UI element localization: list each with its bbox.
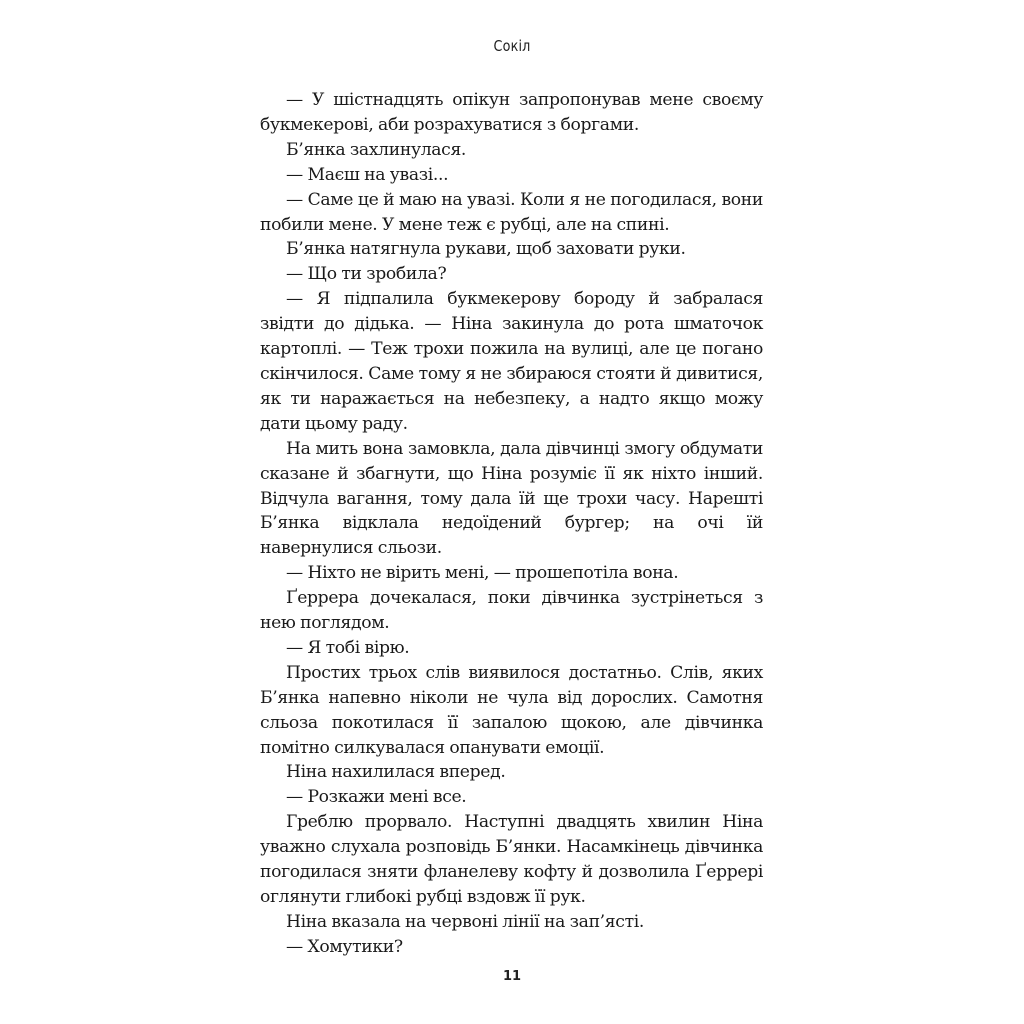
body-text <box>260 88 763 960</box>
paragraph: — Ніхто не вірить мені, — прошепотіла вона. <box>286 563 679 584</box>
paragraph: На мить вона замовкла, дала дівчинці змогу обдумати сказане й збагнути, що Ніна розуміє її як ніхто інший. Відчула вагання, тому дала їй ще трохи часу. Нарешті Б’янка відклала недоїдений бургер; на очі їй навернулися сльози. <box>260 438 763 559</box>
paragraph: — У шістнадцять опікун запропонував мене своєму букмекерові, аби розрахуватися з боргами. <box>260 90 763 135</box>
paragraph: — Маєш на увазі... <box>286 164 449 185</box>
paragraph: Греблю прорвало. Наступні двадцять хвилин Ніна уважно слухала розповідь Б’янки. Насамкінець дівчинка погодилася зняти фланелеву кофту й дозволила Ґеррері оглянути глибокі рубці вздовж її рук. <box>260 812 763 907</box>
paragraph: Б’янка захлинулася. <box>286 139 467 160</box>
paragraph: — Саме це й маю на увазі. Коли я не погодилася, вони побили мене. У мене теж є рубці, але на спині. <box>260 189 763 235</box>
paragraph: — Хомутики? <box>286 936 403 957</box>
paragraph: — Я тобі вірю. <box>286 637 410 658</box>
paragraph: Ніна вказала на червоні лінії на зап’ясті. <box>286 911 644 932</box>
page-number: 11 <box>502 969 522 984</box>
paragraph: — Я підпалила букмекерову бороду й забралася звідти до дідька. — Ніна закинула до рота шматочок картоплі. — Теж трохи пожила на вулиці, але це погано скінчилося. Саме тому я не збираюся стояти й дивитися, як ти наражається на небезпеку, а надто якщо можу дати цьому раду. <box>260 289 763 434</box>
paragraph: Ніна нахилилася вперед. <box>286 762 506 783</box>
running-head: Сокіл <box>493 37 531 55</box>
paragraph: Б’янка натягнула рукави, щоб заховати руки. <box>286 239 686 260</box>
paragraph: Ґеррера дочекалася, поки дівчинка зустрінеться з нею поглядом. <box>260 588 763 634</box>
paragraph: — Розкажи мені все. <box>286 787 467 808</box>
paragraph: Простих трьох слів виявилося достатньо. Слів, яких Б’янка напевно ніколи не чула від дорослих. Самотня сльоза покотилася її запалою щокою, але дівчинка помітно силкувалася опанувати емоції. <box>260 662 763 758</box>
paragraph: — Що ти зробила? <box>286 264 447 285</box>
